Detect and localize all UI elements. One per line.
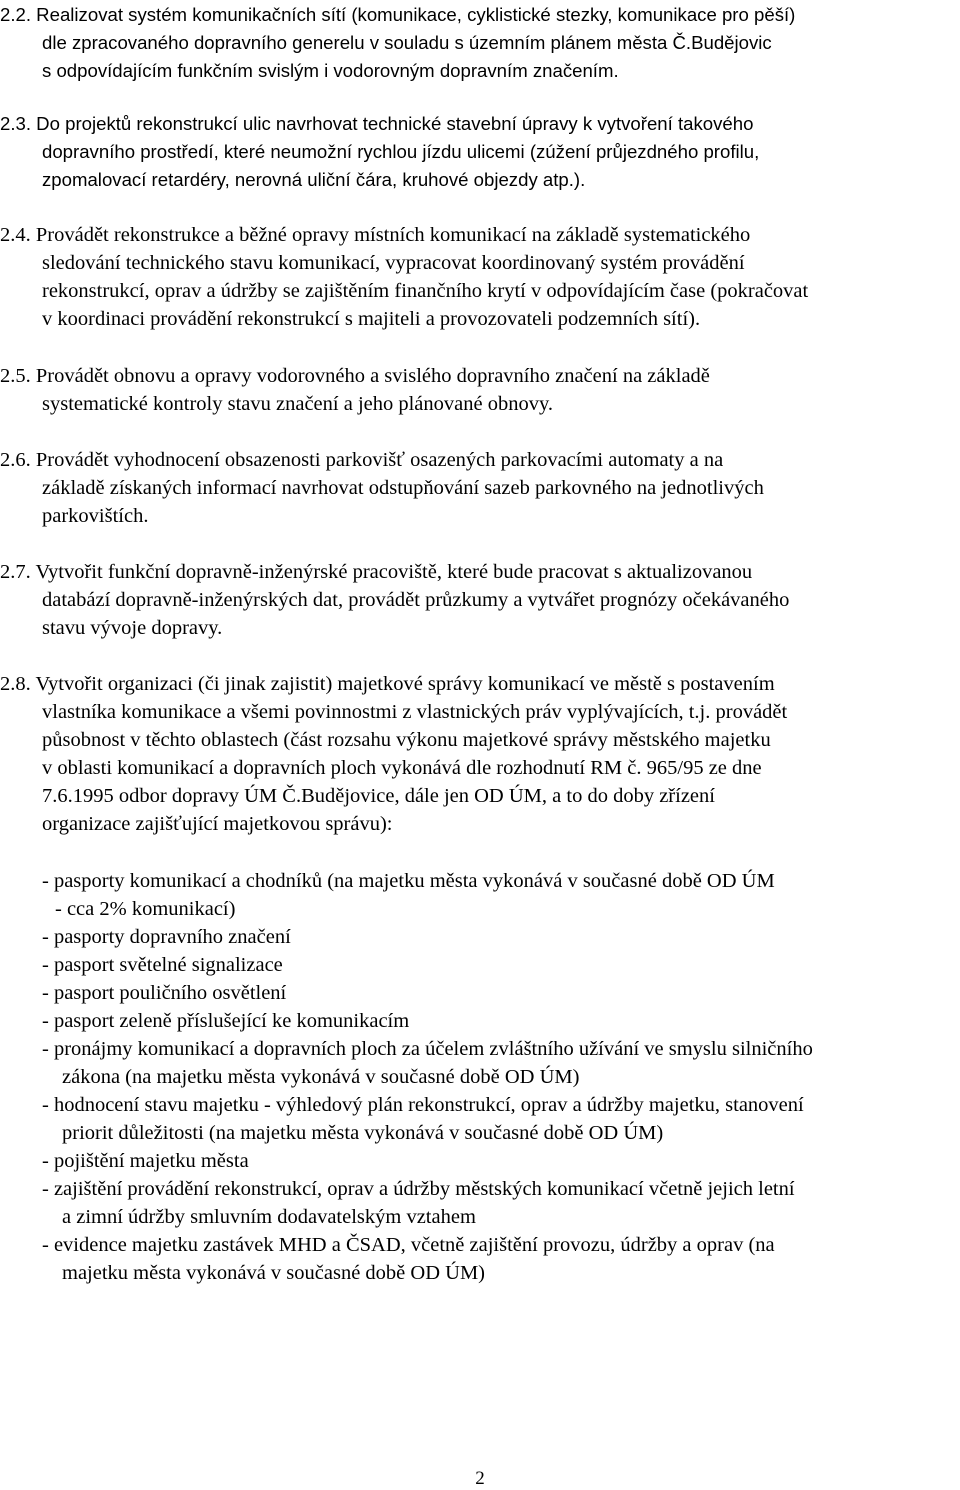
para-2-4-line-2: sledování technického stavu komunikací, vypracovat koordinovaný systém provádění xyxy=(42,252,745,274)
para-2-7-line-1: 2.7. Vytvořit funkční dopravně-inženýrské pracoviště, které bude pracovat s aktualizovanou xyxy=(0,561,753,583)
list-item: - pojištění majetku města xyxy=(42,1150,249,1172)
para-2-2-line-1: 2.2. Realizovat systém komunikačních sítí (komunikace, cyklistické stezky, komunikace pro pěší) xyxy=(0,4,796,25)
list-item: - pasport světelné signalizace xyxy=(42,954,283,976)
para-2-6-line-1: 2.6. Provádět vyhodnocení obsazenosti parkovišť osazených parkovacími automaty a na xyxy=(0,449,724,471)
list-item: - pasport zeleně příslušející ke komunikacím xyxy=(42,1010,410,1032)
para-2-5-line-2: systematické kontroly stavu značení a jeho plánované obnovy. xyxy=(42,393,554,415)
para-2-3-line-3: zpomalovací retardéry, nerovná uliční čára, kruhové objezdy atp.). xyxy=(42,169,586,190)
para-2-7-line-2: databází dopravně-inženýrských dat, provádět průzkumy a vytvářet prognózy očekávaného xyxy=(42,589,790,611)
para-2-4-line-4: v koordinaci provádění rekonstrukcí s majiteli a provozovateli podzemních sítí). xyxy=(42,308,701,330)
list-item: - pasporty dopravního značení xyxy=(42,926,291,948)
para-2-8-line-2: vlastníka komunikace a všemi povinnostmi z vlastnických práv vyplývajících, t.j. provádět xyxy=(42,701,788,723)
list-item-continuation: zákona (na majetku města vykonává v současné době OD ÚM) xyxy=(62,1066,580,1088)
list-item-continuation: - cca 2% komunikací) xyxy=(55,898,236,920)
para-2-4-line-1: 2.4. Provádět rekonstrukce a běžné opravy místních komunikací na základě systematického xyxy=(0,224,751,246)
list-item-continuation: priorit důležitosti (na majetku města vykonává v současné době OD ÚM) xyxy=(62,1122,664,1144)
para-2-2-line-2: dle zpracovaného dopravního generelu v souladu s územním plánem města Č.Budějovic xyxy=(42,32,772,53)
para-2-3-line-2: dopravního prostředí, které neumožní rychlou jízdu ulicemi (zúžení průjezdného profilu, xyxy=(42,141,760,162)
list-item: - pasport pouličního osvětlení xyxy=(42,982,287,1004)
para-2-4-line-3: rekonstrukcí, oprav a údržby se zajištěním finančního krytí v odpovídajícím čase (pokračovat xyxy=(42,280,809,302)
para-2-8-line-3: působnost v těchto oblastech (část rozsahu výkonu majetkové správy městského majetku xyxy=(42,729,771,751)
para-2-2-line-3: s odpovídajícím funkčním svislým i vodorovným dopravním značením. xyxy=(42,60,619,81)
para-2-6-line-2: základě získaných informací navrhovat odstupňování sazeb parkovného na jednotlivých xyxy=(42,477,764,499)
list-item: - pasporty komunikací a chodníků (na majetku města vykonává v současné době OD ÚM xyxy=(42,870,775,892)
list-item: - hodnocení stavu majetku - výhledový plán rekonstrukcí, oprav a údržby majetku, stanovení xyxy=(42,1094,804,1116)
list-item: - pronájmy komunikací a dopravních ploch za účelem zvláštního užívání ve smyslu silničního xyxy=(42,1038,813,1060)
list-item: - evidence majetku zastávek MHD a ČSAD, včetně zajištění provozu, údržby a oprav (na xyxy=(42,1234,775,1256)
para-2-8-line-5: 7.6.1995 odbor dopravy ÚM Č.Budějovice, dále jen OD ÚM, a to do doby zřízení xyxy=(42,785,715,807)
para-2-5-line-1: 2.5. Provádět obnovu a opravy vodorovného a svislého dopravního značení na základě xyxy=(0,365,710,387)
para-2-8-line-6: organizace zajišťující majetkovou správu): xyxy=(42,813,393,835)
list-item: - zajištění provádění rekonstrukcí, oprav a údržby městských komunikací včetně jejich letní xyxy=(42,1178,795,1200)
page-number: 2 xyxy=(475,1468,485,1489)
list-item-continuation: a zimní údržby smluvním dodavatelským vztahem xyxy=(62,1206,476,1228)
para-2-3-line-1: 2.3. Do projektů rekonstrukcí ulic navrhovat technické stavební úpravy k vytvoření takového xyxy=(0,113,754,134)
para-2-6-line-3: parkovištích. xyxy=(42,505,149,527)
list-item-continuation: majetku města vykonává v současné době OD ÚM) xyxy=(62,1262,485,1284)
para-2-7-line-3: stavu vývoje dopravy. xyxy=(42,617,223,639)
para-2-8-line-1: 2.8. Vytvořit organizaci (či jinak zajistit) majetkové správy komunikací ve městě s postavením xyxy=(0,673,775,695)
para-2-8-line-4: v oblasti komunikací a dopravních ploch vykonává dle rozhodnutí RM č. 965/95 ze dne xyxy=(42,757,762,779)
